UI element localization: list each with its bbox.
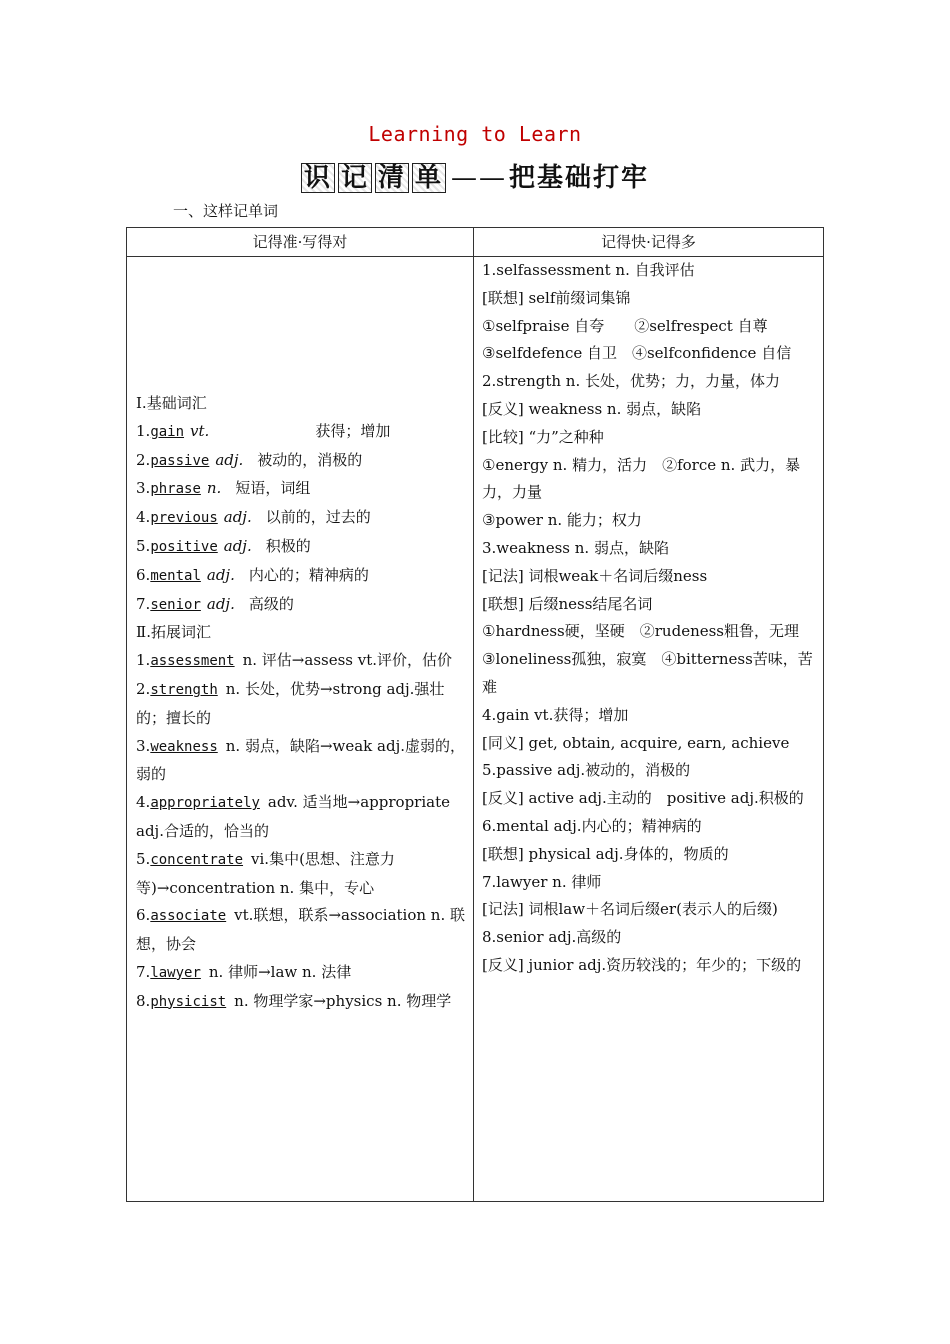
item-number: 7. [136, 594, 151, 613]
item-number: 5. [136, 536, 151, 555]
memory-tip-line: ①selfpraise 自夸 ②selfrespect 自尊 [482, 316, 768, 335]
vocab-word: physicist [150, 993, 227, 1010]
memory-tip-line: [反义] active adj.主动的 positive adj.积极的 [482, 789, 804, 808]
word-meaning: 短语，词组 [235, 479, 311, 498]
item-number: 7. [136, 962, 151, 981]
word-derivation: vt.联想，联系→association n. 联想，协会 [136, 906, 466, 954]
word-derivation: adv. 适当地→appropriate adj.合适的，恰当的 [136, 793, 451, 840]
vocab-word: weakness [150, 738, 218, 755]
memory-tip-line: ①hardness硬，坚硬 ②rudeness粗鲁，无理 [482, 622, 800, 641]
vocab-word: senior [150, 596, 201, 613]
memory-tip-line: 5.passive adj.被动的，消极的 [482, 761, 691, 780]
extended-vocab-item [136, 988, 466, 1017]
extended-vocab-item [136, 846, 466, 903]
word-meaning: 高级的 [248, 594, 294, 613]
section-heading: 一、这样记单词 [173, 202, 279, 220]
item-number: 1. [136, 651, 151, 670]
extended-vocab-item [136, 959, 466, 988]
memory-tip-line: [联想] 后缀ness结尾名词 [482, 594, 653, 613]
boxed-char: 单 [412, 163, 446, 193]
extended-vocab-item [136, 733, 466, 790]
memory-tip-line: [反义] weakness n. 弱点，缺陷 [482, 399, 702, 418]
basic-vocab-item [136, 418, 466, 447]
basic-vocab-item [136, 475, 466, 504]
basic-heading: Ⅰ.基础词汇 [136, 394, 207, 412]
extended-vocab-item [136, 902, 466, 959]
vocab-word: associate [150, 908, 227, 925]
word-derivation: n. 律师→law n. 法律 [208, 962, 352, 981]
word-meaning: 获得；增加 [315, 421, 391, 440]
page-title: Learning to Learn [368, 122, 582, 146]
item-number: 5. [136, 849, 151, 868]
part-of-speech: n. [206, 479, 222, 498]
memory-tip-line: 7.lawyer n. 律师 [482, 872, 602, 891]
vocab-word: assessment [150, 653, 235, 670]
ext-heading: Ⅱ.拓展词汇 [136, 623, 211, 642]
vocab-word: concentrate [150, 851, 244, 868]
memory-tip-line: ③loneliness孤独，寂寞 ④bitterness苦味，苦难 [482, 650, 813, 696]
item-number: 3. [136, 479, 151, 498]
memory-tip-line: [联想] self前缀词集锦 [482, 288, 631, 307]
part-of-speech: adj. [223, 508, 252, 527]
vocab-word: strength [150, 681, 218, 698]
part-of-speech: adj. [223, 536, 252, 555]
memory-tip-line: [记法] 词根weak＋名词后缀ness [482, 566, 708, 585]
boxed-char: 清 [375, 163, 409, 193]
item-number: 6. [136, 906, 151, 925]
vocab-word: appropriately [150, 795, 260, 812]
header-left: 记得准·写得对 [127, 228, 474, 257]
vocab-word: gain [150, 423, 185, 440]
basic-vocab-item [136, 591, 466, 620]
extended-vocab-item [136, 647, 466, 676]
memory-tip-line: 4.gain vt.获得；增加 [482, 705, 629, 724]
boxed-char: 记 [338, 163, 372, 193]
memory-tip-line: 8.senior adj.高级的 [482, 928, 622, 947]
basic-vocab-item [136, 504, 466, 533]
memory-tip-line: [记法] 词根law＋名词后缀er(表示人的后缀) [482, 900, 778, 919]
memory-tip-line: 3.weakness n. 弱点，缺陷 [482, 538, 669, 557]
word-derivation: n. 评估→assess vt.评价，估价 [242, 651, 453, 670]
boxed-char: 识 [301, 163, 335, 193]
item-number: 6. [136, 565, 151, 584]
item-number: 8. [136, 991, 151, 1010]
memory-tip-line: ①energy n. 精力，活力 ②force n. 武力，暴力，力量 [482, 455, 801, 502]
word-derivation: n. 物理学家→physics n. 物理学 [234, 991, 452, 1010]
header-right: 记得快·记得多 [474, 228, 824, 257]
right-column [474, 257, 824, 1202]
memory-tip-line: 6.mental adj.内心的；精神病的 [482, 816, 702, 835]
item-number: 2. [136, 679, 151, 698]
word-meaning: 内心的；精神病的 [248, 565, 369, 584]
item-number: 4. [136, 793, 151, 812]
basic-vocab-item [136, 562, 466, 591]
banner-text: 把基础打牢 [509, 163, 650, 193]
vocab-table [126, 227, 824, 1202]
memory-tip-line: [反义] junior adj.资历较浅的；年少的；下级的 [482, 955, 802, 974]
vocab-word: previous [150, 510, 218, 527]
part-of-speech: vt. [190, 421, 210, 440]
word-derivation: n. 弱点，缺陷→weak adj.虚弱的，弱的 [136, 736, 465, 784]
word-meaning: 积极的 [265, 536, 311, 555]
memory-tip-line: [比较] “力”之种种 [482, 427, 604, 446]
memory-tip-line: [同义] get, obtain, acquire, earn, achieve [482, 733, 790, 752]
memory-tip-line: [联想] physical adj.身体的，物质的 [482, 844, 729, 863]
memory-tip-line: ③selfdefence 自卫 ④selfconfidence 自信 [482, 344, 792, 363]
memory-tip-line: 2.strength n. 长处，优势；力，力量，体力 [482, 372, 781, 391]
part-of-speech: adj. [206, 594, 235, 613]
extended-vocab-item [136, 789, 466, 846]
vocab-word: mental [150, 567, 201, 584]
section-banner [0, 157, 950, 194]
vocab-word: passive [150, 452, 210, 469]
item-number: 1. [136, 421, 151, 440]
part-of-speech: adj. [206, 565, 235, 584]
memory-tip-line: 1.selfassessment n. 自我评估 [482, 261, 695, 279]
memory-tip-line: ③power n. 能力；权力 [482, 511, 642, 530]
vocab-word: positive [150, 538, 218, 555]
banner-dash: —— [451, 163, 508, 193]
word-derivation: vi.集中(思想、注意力等)→concentration n. 集中，专心 [136, 849, 395, 897]
word-derivation: n. 长处，优势→strong adj.强壮的；擅长的 [136, 679, 445, 727]
word-meaning: 被动的，消极的 [257, 450, 363, 469]
item-number: 2. [136, 450, 151, 469]
vocab-word: lawyer [150, 964, 201, 981]
extended-vocab-item [136, 676, 466, 733]
basic-vocab-item [136, 447, 466, 476]
word-meaning: 以前的，过去的 [265, 508, 371, 527]
part-of-speech: adj. [215, 450, 244, 469]
basic-vocab-item [136, 533, 466, 562]
item-number: 4. [136, 508, 151, 527]
left-column [127, 257, 474, 1202]
vocab-word: phrase [150, 481, 201, 498]
item-number: 3. [136, 736, 151, 755]
